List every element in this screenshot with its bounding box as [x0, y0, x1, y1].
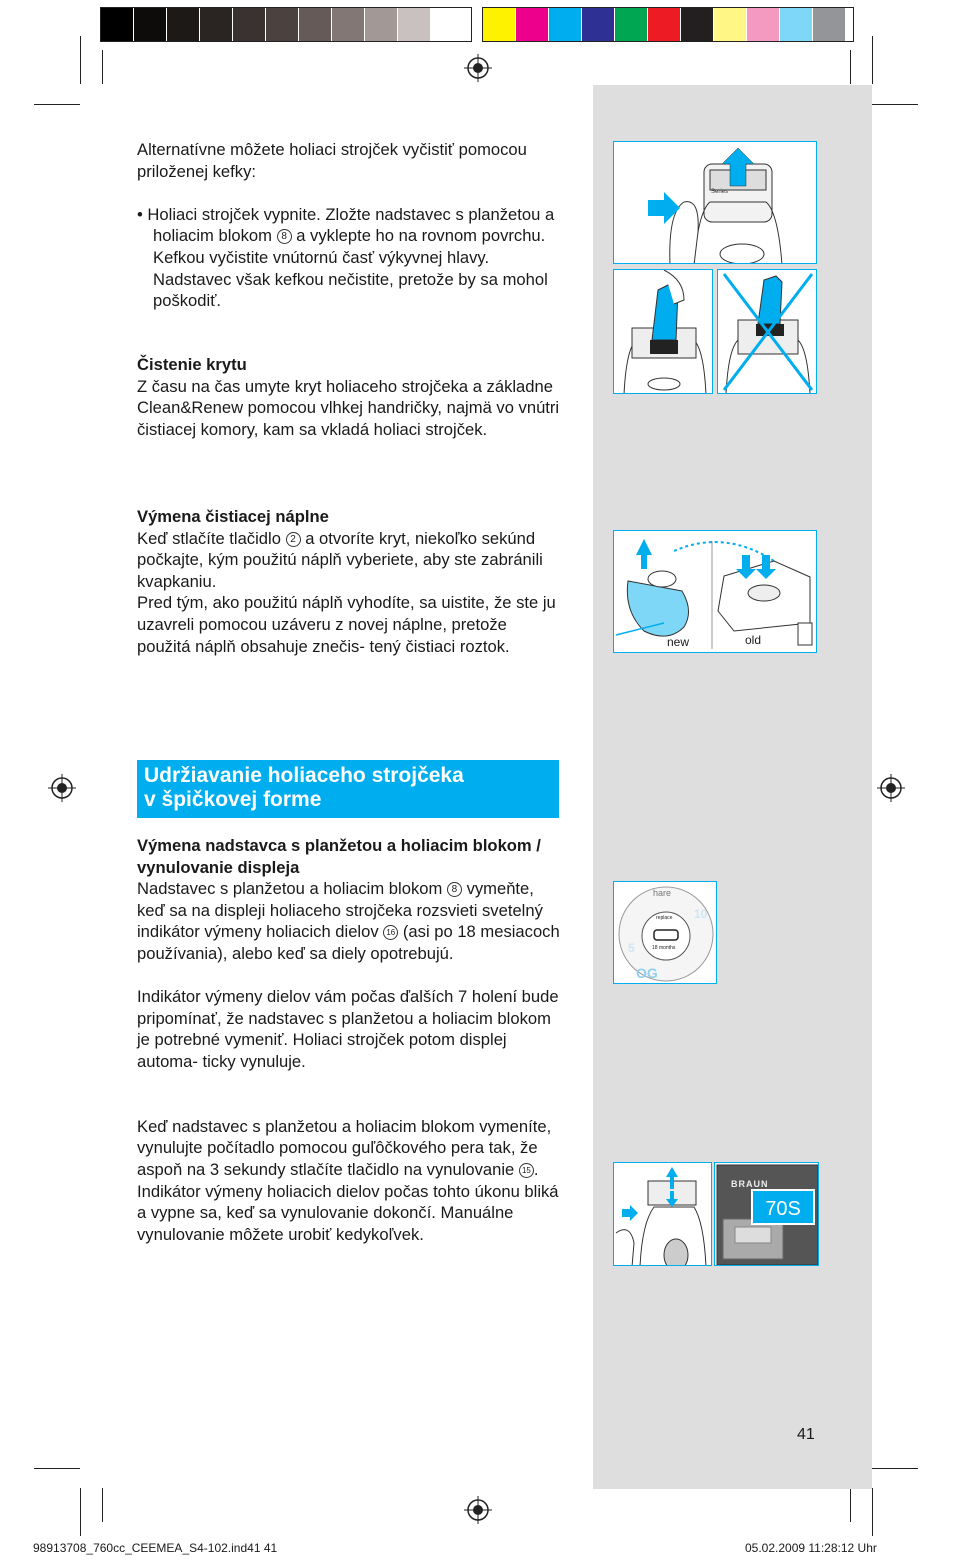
color-swatch	[648, 8, 681, 41]
crop-mark	[872, 36, 873, 84]
color-swatch	[681, 8, 714, 41]
crop-mark	[102, 50, 103, 84]
no-brush-illustration	[718, 270, 817, 394]
part-ref-8: 8	[447, 882, 462, 897]
figure-remove-head	[613, 141, 817, 264]
series-label: Series	[711, 189, 729, 195]
cartridge-new-label: new	[667, 635, 690, 649]
replacement-para-4: Indikátor výmeny holiacich dielov počas tohto úkonu bliká a vypne sa, keď sa vynulovanie dokončí. Manuálne vynulovanie môžete urobiť kedykoľvek.	[137, 1181, 559, 1244]
color-swatch	[431, 8, 464, 41]
crop-mark	[102, 1488, 103, 1522]
brush-illustration	[614, 270, 713, 394]
color-swatch	[134, 8, 167, 41]
replacement-section	[137, 835, 562, 1245]
color-swatch	[365, 8, 398, 41]
part-code-badge: 70S	[751, 1189, 815, 1225]
cartridge-heading: Výmena čistiacej náplne	[137, 507, 329, 526]
color-swatch	[714, 8, 747, 41]
figure-brush-clean	[613, 269, 713, 394]
replacement-para-2: Indikátor výmeny dielov vám počas ďalších 7 holení bude pripomínať, že nadstavec s planžetou a holiacim blokom je potrebné vymeniť. Holiaci strojček potom displej automa- ticky vynuluje.	[137, 987, 559, 1071]
color-swatch	[233, 8, 266, 41]
color-swatch	[167, 8, 200, 41]
cartridge-section	[137, 506, 562, 657]
part-ref-16: 16	[383, 925, 398, 940]
brush-intro: Alternatívne môžete holiaci strojček vyčistiť pomocou priloženej kefky:	[137, 140, 527, 181]
crop-mark	[850, 1488, 851, 1522]
color-swatch	[615, 8, 648, 41]
registration-mark-icon	[464, 54, 492, 82]
crop-mark	[872, 1488, 873, 1536]
figure-reset	[613, 1162, 712, 1266]
banner-line-2: v špičkovej forme	[144, 788, 322, 811]
color-swatch	[813, 8, 846, 41]
brush-bullet: • Holiaci strojček vypnite. Zložte nadstavec s planžetou a holiacim blokom 8 a vyklepte ho na rovnom povrchu. Kefkou vyčistite vnútornú časť výkyvnej hlavy. Nadstavec však kefkou nečistite, pretože by sa mohol poškodiť.	[137, 204, 555, 311]
gray-color-bar	[101, 8, 464, 41]
color-swatch	[398, 8, 431, 41]
brand-logo: BRAUN	[731, 1179, 769, 1189]
color-swatch	[266, 8, 299, 41]
svg-text:OG: OG	[636, 965, 658, 981]
replacement-para-3: Keď nadstavec s planžetou a holiacim blokom vymeníte, vynulujte počítadlo pomocou guľôčkového pera tak, že aspoň na 3 sekundy stlačíte tlačidlo na vynulovanie 15 .	[137, 1116, 552, 1179]
figure-display	[613, 881, 717, 984]
reset-illustration	[614, 1163, 712, 1266]
banner-line-1: Udržiavanie holiaceho strojčeka	[144, 764, 464, 787]
part-ref-2: 2	[286, 532, 301, 547]
color-swatch	[200, 8, 233, 41]
svg-text:5: 5	[628, 941, 635, 955]
part-ref-15: 15	[519, 1163, 534, 1178]
figure-no-brush-foil	[717, 269, 817, 394]
cartridge-body: Keď stlačíte tlačidlo 2 a otvoríte kryt, niekoľko sekúnd počkajte, kým použitú náplň vyberiete, aby ste zabránili kvapkaniu.	[137, 528, 543, 591]
cartridge-illustration	[614, 531, 817, 653]
color-swatch	[516, 8, 549, 41]
housing-body: Z času na čas umyte kryt holiaceho strojčeka a základne Clean&Renew pomocou vlhkej handričky, najmä vo vnútri čistiacej komory, kam sa vkladá holiaci strojček.	[137, 376, 560, 439]
housing-heading: Čistenie krytu	[137, 355, 247, 374]
color-swatch	[780, 8, 813, 41]
color-swatch	[582, 8, 615, 41]
replacement-body: Nadstavec s planžetou a holiacim blokom 8 vymeňte, keď sa na displeji holiaceho strojčeka rozsvieti svetelný indikátor výmeny holiacich dielov 16 (asi po 18 mesiacoch používania), alebo keď sa diely opotrebujú.	[137, 879, 560, 963]
registration-mark-icon	[48, 774, 76, 802]
figure-cartridge	[613, 530, 817, 653]
registration-mark-icon	[877, 774, 905, 802]
shaver-head-illustration	[614, 142, 817, 264]
page-number: 41	[797, 1426, 815, 1443]
footer-date: 05.02.2009 11:28:12 Uhr	[745, 1541, 877, 1555]
crop-mark	[850, 50, 851, 84]
color-swatch	[332, 8, 365, 41]
color-swatch	[549, 8, 582, 41]
part-ref-8: 8	[277, 229, 292, 244]
brush-cleaning-section	[137, 139, 562, 312]
crop-mark	[872, 104, 918, 105]
cartridge-old-label: old	[745, 633, 762, 647]
crop-mark	[80, 36, 81, 84]
color-swatch	[483, 8, 516, 41]
display-top-label: hare	[653, 888, 672, 898]
process-color-bar	[483, 8, 846, 41]
svg-text:10: 10	[694, 907, 708, 921]
color-swatch	[747, 8, 780, 41]
footer-file: 98913708_760cc_CEEMEA_S4-102.ind41 41	[33, 1541, 278, 1555]
section-banner	[137, 760, 559, 818]
color-swatch	[299, 8, 332, 41]
color-swatch	[101, 8, 134, 41]
replacement-heading: Výmena nadstavca s planžetou a holiacim blokom / vynulovanie displeja	[137, 836, 541, 877]
registration-mark-icon	[464, 1496, 492, 1524]
crop-mark	[34, 1468, 80, 1469]
crop-mark	[80, 1488, 81, 1536]
crop-mark	[34, 104, 80, 105]
housing-cleaning-section	[137, 354, 562, 440]
display-replace-label: replace	[656, 915, 673, 921]
crop-mark	[872, 1468, 918, 1469]
display-months-label: 18 months	[652, 945, 676, 951]
cartridge-body-2: Pred tým, ako použitú náplň vyhodíte, sa uistite, že ste ju uzavreli pomocou uzáveru z novej náplne, pretože použitá náplň obsahuje znečis- tený čistiaci roztok.	[137, 593, 556, 656]
figure-replacement-pack	[714, 1162, 819, 1266]
